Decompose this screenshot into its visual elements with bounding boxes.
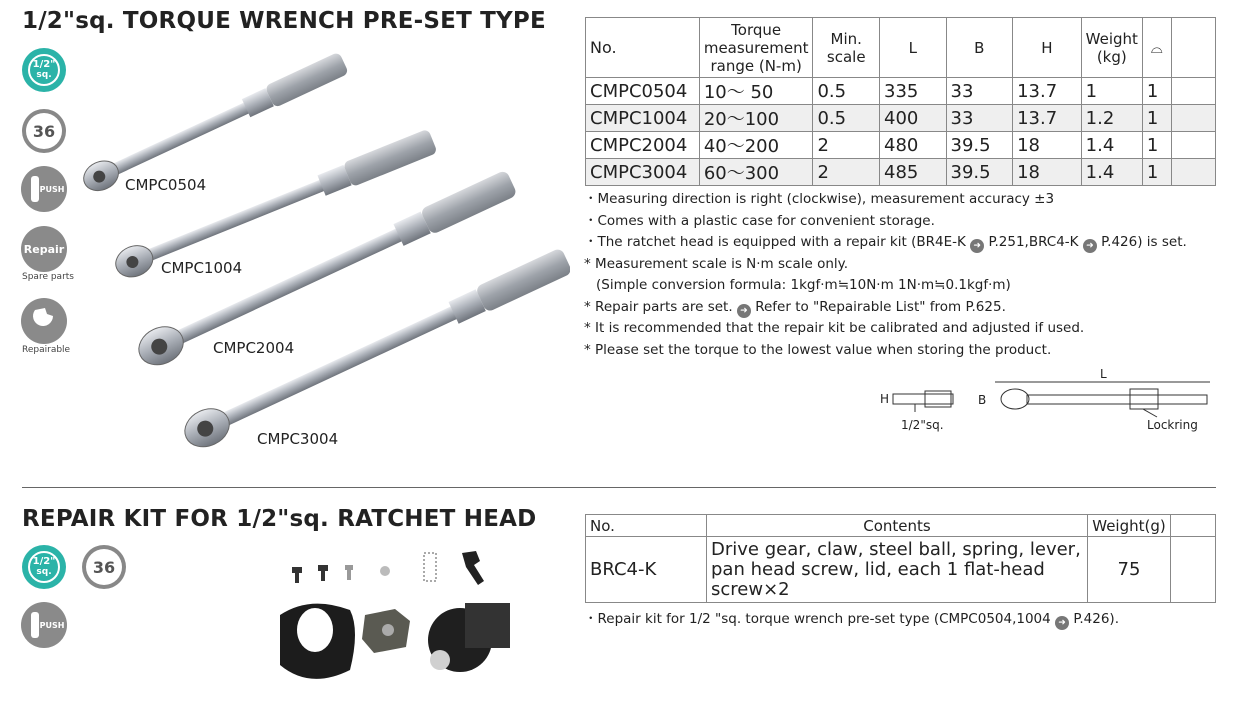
wrench-cmpc0504 xyxy=(79,50,350,196)
spare-parts-caption: Spare parts xyxy=(22,272,74,282)
table-row: CMPC1004 20～100 0.5 400 33 13.7 1.2 1 xyxy=(586,105,1216,132)
note-1: ・Measuring direction is right (clockwise), measurement accuracy ±3 xyxy=(584,191,1055,207)
page-ref-arrow-icon: ➜ xyxy=(1055,616,1069,630)
svg-text:Lockring: Lockring xyxy=(1147,418,1198,432)
spec-table xyxy=(585,17,1216,186)
gear-36-icon xyxy=(21,108,67,154)
push-icon xyxy=(21,602,67,648)
note-4: * Measurement scale is N·m scale only. xyxy=(584,255,848,272)
repair-kit-note: ・Repair kit for 1/2 "sq. torque wrench pre-set type (CMPC0504,1004 ➜ P.426). xyxy=(584,611,1119,628)
repair-kit-parts xyxy=(270,545,520,695)
section-divider xyxy=(22,487,1216,488)
svg-text:36: 36 xyxy=(32,122,56,141)
note-6: * Repair parts are set. ➜ Refer to "Repairable List" from P.625. xyxy=(584,298,1006,316)
dimension-diagram xyxy=(875,365,1220,437)
svg-text:H: H xyxy=(880,392,890,406)
section-title: REPAIR KIT FOR 1/2"sq. RATCHET HEAD xyxy=(22,506,537,532)
svg-text:B: B xyxy=(978,393,987,407)
repair-kit-table xyxy=(585,514,1216,603)
screw-icons xyxy=(292,565,353,583)
repair-header-row xyxy=(586,515,1216,537)
header-no: No. xyxy=(586,18,700,78)
note-2: ・Comes with a plastic case for convenient storage. xyxy=(584,212,935,229)
note-8: * Please set the torque to the lowest value when storing the product. xyxy=(584,341,1052,358)
wrench-label-3: CMPC2004 xyxy=(213,339,295,357)
table-row: CMPC2004 40～200 2 480 39.5 18 1.4 1 xyxy=(586,132,1216,159)
svg-text:L: L xyxy=(1100,367,1107,381)
note-5: (Simple conversion formula: 1kgf·m≒10N·m 1N·m≒0.1kgf·m) xyxy=(596,277,1011,293)
section-title: 1/2"sq. TORQUE WRENCH PRE-SET TYPE xyxy=(22,8,546,34)
header-b: B xyxy=(946,18,1013,78)
wrench-label-1: CMPC0504 xyxy=(125,176,207,194)
header-blank xyxy=(1171,18,1215,78)
wrench-illustrations xyxy=(70,40,570,460)
header-no: No. xyxy=(586,515,707,537)
header-torque: Torque measurement range (N-m) xyxy=(699,18,813,78)
repair-badge: Repair xyxy=(21,226,67,272)
header-contents: Contents xyxy=(707,515,1088,537)
header-weight: Weight (kg) xyxy=(1081,18,1142,78)
box-icon: ⌓ xyxy=(1150,38,1163,57)
svg-text:1/2"sq.: 1/2"sq. xyxy=(901,418,944,432)
steel-ball-icon xyxy=(380,566,390,576)
header-h: H xyxy=(1013,18,1082,78)
svg-text:PUSH: PUSH xyxy=(39,185,65,194)
square-drive-badge: 1/2" sq. xyxy=(22,545,66,589)
header-pack-icon xyxy=(1142,18,1171,78)
spec-notes xyxy=(584,189,1187,361)
gear-36-icon xyxy=(81,544,127,590)
push-icon xyxy=(21,166,67,212)
page-ref-arrow-icon: ➜ xyxy=(970,239,984,253)
svg-text:PUSH: PUSH xyxy=(39,621,65,630)
repairable-caption: Repairable xyxy=(22,345,71,355)
spring-icon xyxy=(424,553,436,581)
header-min-scale: Min. scale xyxy=(813,18,880,78)
header-blank xyxy=(1171,515,1216,537)
note-7: * It is recommended that the repair kit be calibrated and adjusted if used. xyxy=(584,320,1085,336)
wrench-label-4: CMPC3004 xyxy=(257,430,339,448)
note-3: ・The ratchet head is equipped with a repair kit (BR4E-K ➜ P.251,BRC4-K ➜ P.426) is set. xyxy=(584,234,1187,251)
svg-text:36: 36 xyxy=(92,558,116,577)
square-drive-badge: 1/2" sq. xyxy=(22,48,66,92)
spec-header-row xyxy=(586,18,1216,78)
table-row: CMPC3004 60～300 2 485 39.5 18 1.4 1 xyxy=(586,159,1216,186)
table-row: BRC4-K Drive gear, claw, steel ball, spring, lever, pan head screw, lid, each 1 flat-head screw×2 75 xyxy=(586,537,1216,603)
lever-icon xyxy=(462,551,484,585)
page-ref-arrow-icon: ➜ xyxy=(1083,239,1097,253)
header-weight: Weight(g) xyxy=(1088,515,1171,537)
header-l: L xyxy=(880,18,946,78)
page-ref-arrow-icon: ➜ xyxy=(737,304,751,318)
wrench-label-2: CMPC1004 xyxy=(161,259,243,277)
table-row: CMPC0504 10～ 50 0.5 335 33 13.7 1 1 xyxy=(586,78,1216,105)
repairable-icon xyxy=(21,298,67,344)
